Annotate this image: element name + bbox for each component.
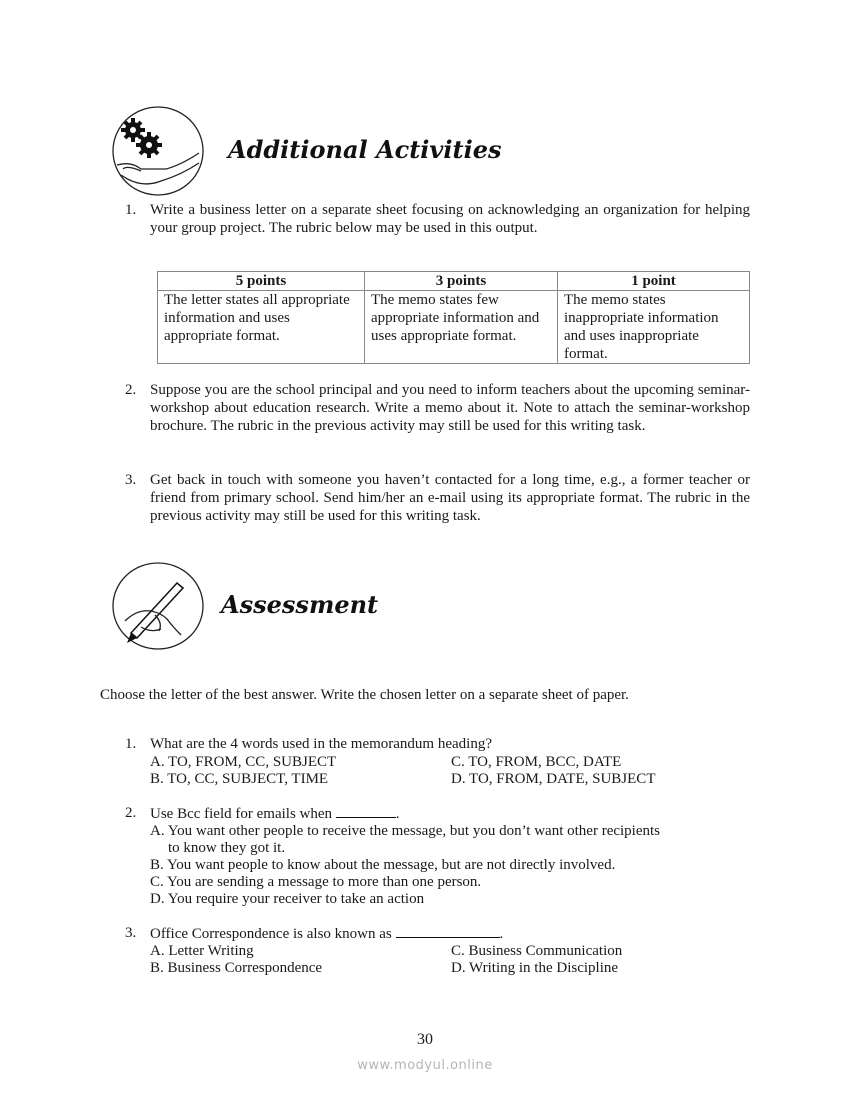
question-text: Office Correspondence is also known as: [150, 926, 392, 942]
gears-hand-icon: [111, 105, 207, 199]
item-number: 2.: [125, 382, 137, 398]
watermark: www.modyul.online: [357, 1058, 493, 1073]
activity-item: [125, 201, 750, 237]
option: C. You are sending a message to more than one person.: [150, 874, 482, 890]
item-number: 1.: [125, 202, 137, 218]
question-number: 2.: [125, 805, 137, 821]
assessment-instructions: Choose the letter of the best answer. Write the chosen letter on a separate sheet of paper.: [100, 687, 629, 703]
activity-item: [125, 381, 750, 435]
rubric-cell: The letter states all appropriate information and uses appropriate format.: [158, 291, 365, 364]
item-text: Get back in touch with someone you haven’t contacted for a long time, e.g., a former teacher or friend from primary school. Send him/her an e-mail using its appropriate format. The rubric in the previous activity may still be used for this writing task.: [150, 472, 750, 524]
rubric-cell: The memo states few appropriate information and uses appropriate format.: [365, 291, 558, 364]
item-number: 3.: [125, 472, 137, 488]
item-text: Write a business letter on a separate sheet focusing on acknowledging an organization for helping your group project. The rubric below may be used in this output.: [150, 202, 750, 236]
option: B. TO, CC, SUBJECT, TIME: [150, 771, 329, 787]
rubric-cell: The memo states inappropriate information and uses inappropriate format.: [558, 291, 750, 364]
rubric-table: [157, 271, 750, 364]
question-punctuation: .: [395, 806, 400, 822]
option: D. Writing in the Discipline: [451, 960, 619, 976]
option: B. You want people to know about the message, but are not directly involved.: [150, 857, 616, 873]
item-text: Suppose you are the school principal and you need to inform teachers about the upcoming seminar-workshop about education research. Write a memo about it. Note to attach the seminar-workshop brochure. The rubric in the previous activity may still be used for this writing task.: [150, 382, 750, 434]
question-number: 1.: [125, 736, 137, 752]
option: A. TO, FROM, CC, SUBJECT: [150, 754, 337, 770]
answer-blank: [336, 804, 396, 818]
rubric-header: 5 points: [158, 272, 365, 291]
option: A. You want other people to receive the message, but you don’t want other recipients: [150, 823, 661, 839]
question-number: 3.: [125, 925, 137, 941]
option: B. Business Correspondence: [150, 960, 323, 976]
hand-writing-pencil-icon: [111, 561, 207, 653]
rubric-header: 1 point: [558, 272, 750, 291]
option: D. TO, FROM, DATE, SUBJECT: [451, 771, 656, 787]
option: C. TO, FROM, BCC, DATE: [451, 754, 622, 770]
answer-blank: [396, 924, 500, 938]
section-title-assessment: Assessment: [221, 590, 379, 619]
question-text: Use Bcc field for emails when: [150, 806, 333, 822]
option: A. Letter Writing: [150, 943, 254, 959]
option: C. Business Communication: [451, 943, 623, 959]
section-title-additional-activities: Additional Activities: [228, 135, 502, 164]
option: D. You require your receiver to take an action: [150, 891, 425, 907]
option-continued: to know they got it.: [168, 840, 286, 856]
question-text: What are the 4 words used in the memorandum heading?: [150, 736, 492, 752]
page-number: 30: [417, 1031, 433, 1048]
activity-item: [125, 471, 750, 525]
rubric-header: 3 points: [365, 272, 558, 291]
question-punctuation: .: [499, 926, 504, 942]
